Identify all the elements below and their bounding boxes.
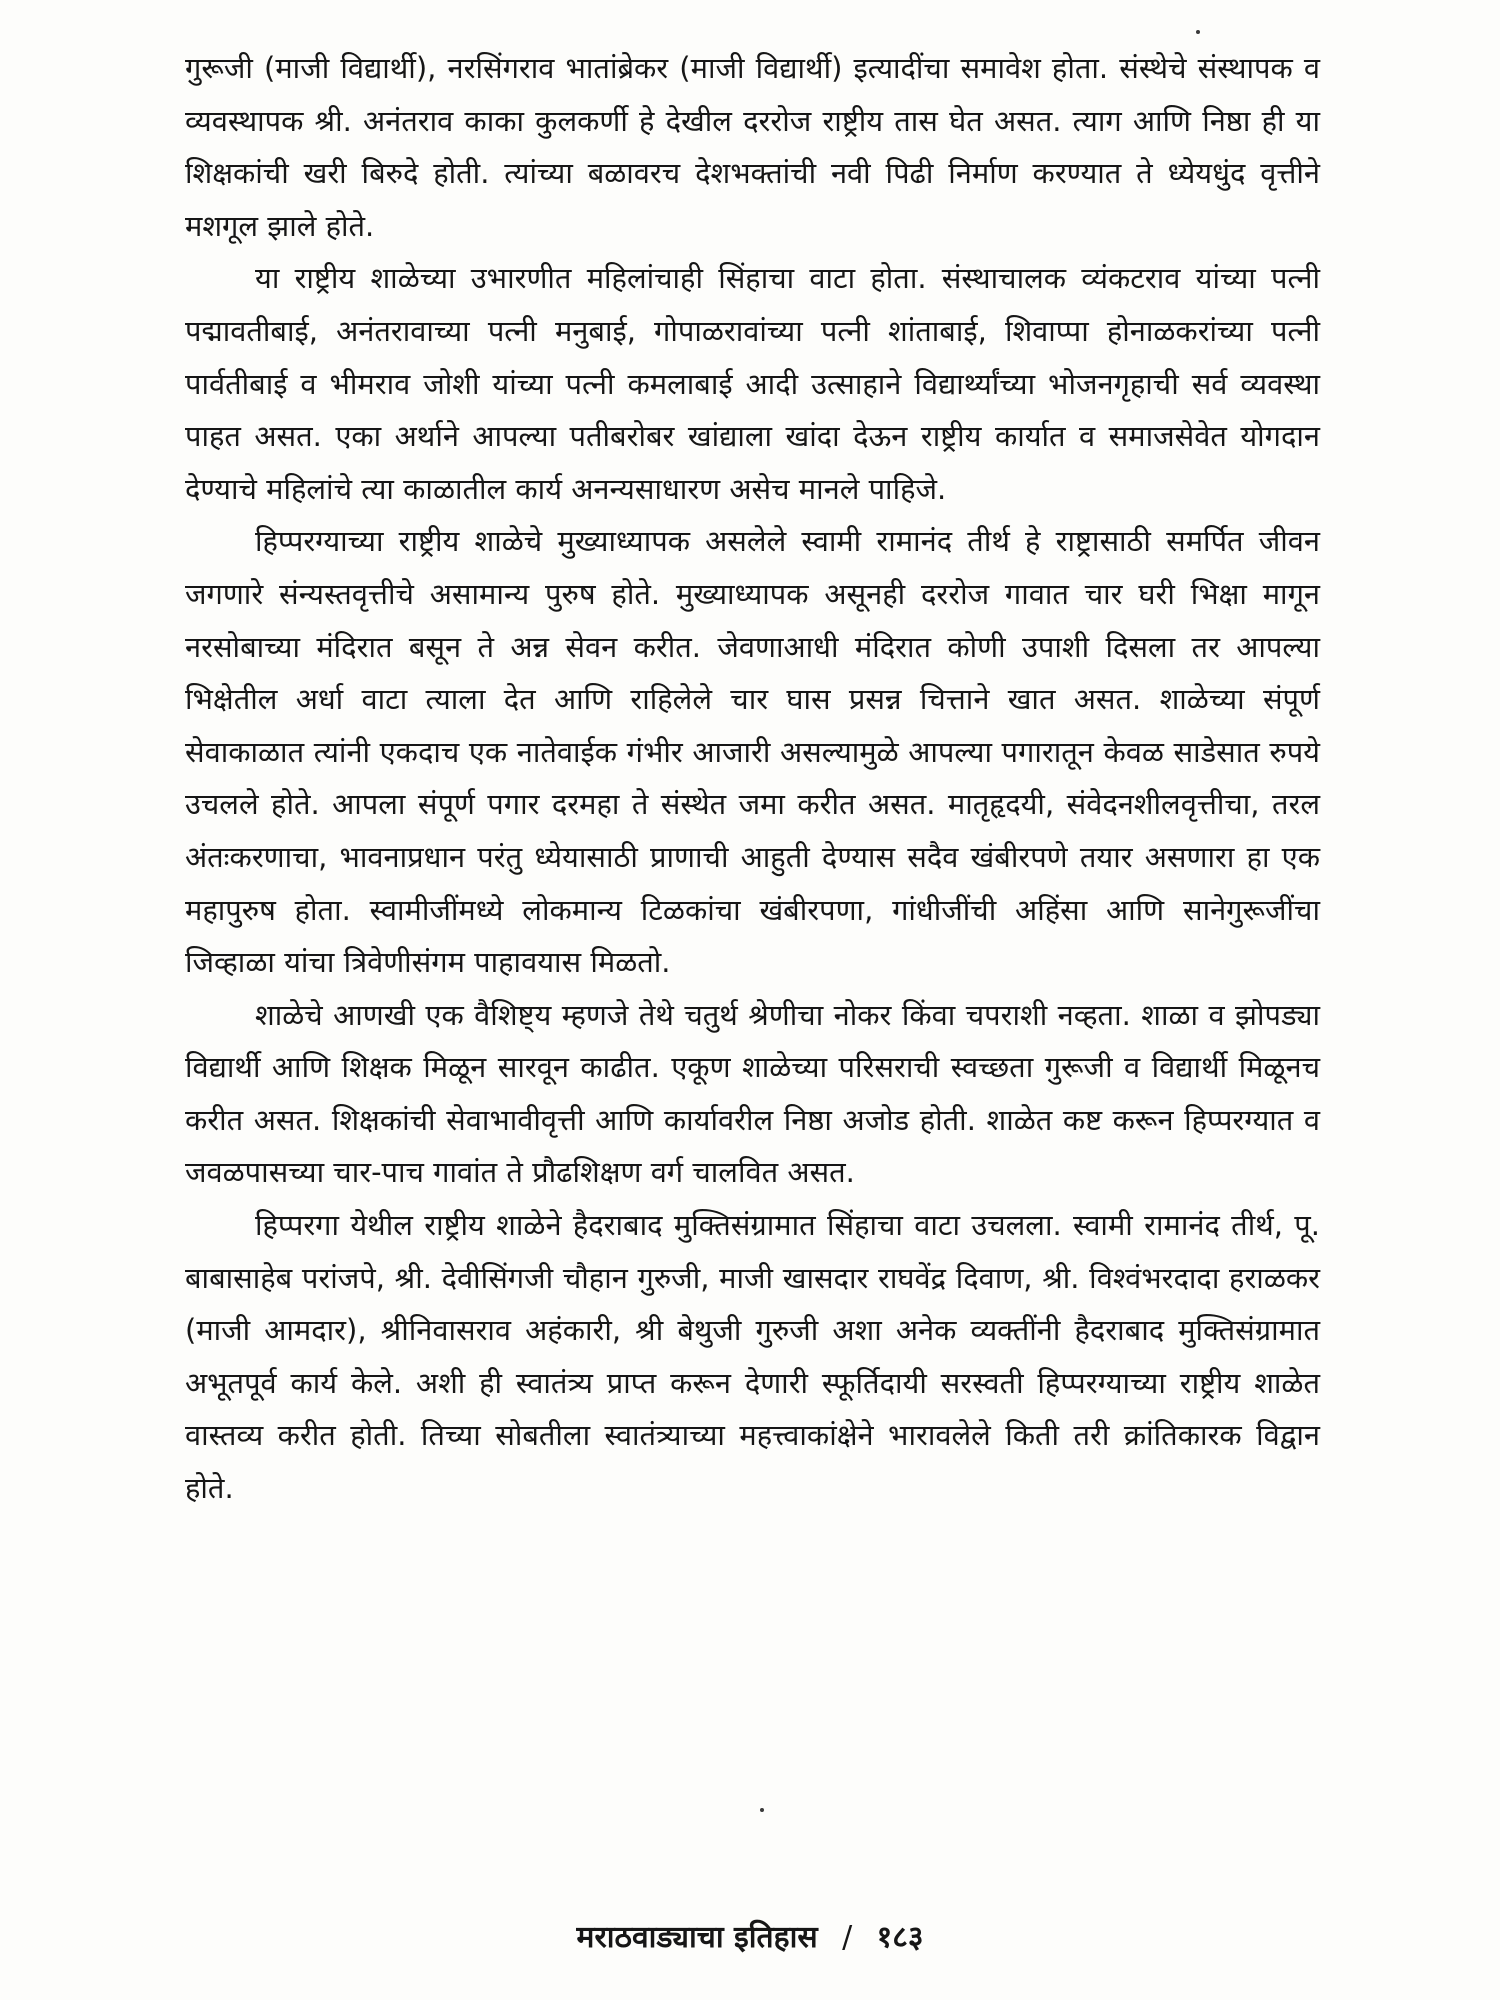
page-footer [0, 1915, 1500, 1956]
paragraph: गुरूजी (माजी विद्यार्थी), नरसिंगराव भातांब्रेकर (माजी विद्यार्थी) इत्यादींचा समावेश होता. संस्थेचे संस्थापक व व्यवस्थापक श्री. अनंतराव काका कुलकर्णी हे देखील दररोज राष्ट्रीय तास घेत असत. त्याग आणि निष्ठा ही या शिक्षकांची खरी बिरुदे होती. त्यांच्या बळावरच देशभक्तांची नवी पिढी निर्माण करण्यात ते ध्येयधुंद वृत्तीने मशगूल झाले होते. [185, 51, 1320, 243]
footer-separator: / [842, 1920, 853, 1955]
scan-speck [760, 1808, 764, 1812]
page-number: १८३ [876, 1920, 924, 1955]
paragraph: या राष्ट्रीय शाळेच्या उभारणीत महिलांचाही सिंहाचा वाटा होता. संस्थाचालक व्यंकटराव यांच्या पत्नी पद्मावतीबाई, अनंतरावाच्या पत्नी मनुबाई, गोपाळरावांच्या पत्नी शांताबाई, शिवाप्पा होनाळकरांच्या पत्नी पार्वतीबाई व भीमराव जोशी यांच्या पत्नी कमलाबाई आदी उत्साहाने विद्यार्थ्यांच्या भोजनगृहाची सर्व व्यवस्था पाहत असत. एका अर्थाने आपल्या पतीबरोबर खांद्याला खांदा देऊन राष्ट्रीय कार्यात व समाजसेवेत योगदान देण्याचे महिलांचे त्या काळातील कार्य अनन्यसाधारण असेच मानले पाहिजे. [185, 261, 1320, 506]
paragraph: हिप्परगा येथील राष्ट्रीय शाळेने हैदराबाद मुक्तिसंग्रामात सिंहाचा वाटा उचलला. स्वामी रामानंद तीर्थ, पू. बाबासाहेब परांजपे, श्री. देवीसिंगजी चौहान गुरुजी, माजी खासदार राघवेंद्र दिवाण, श्री. विश्वंभरदादा हराळकर (माजी आमदार), श्रीनिवासराव अहंकारी, श्री बेथुजी गुरुजी अशा अनेक व्यक्तींनी हैदराबाद मुक्तिसंग्रामात अभूतपूर्व कार्य केले. अशी ही स्वातंत्र्य प्राप्त करून देणारी स्फूर्तिदायी सरस्वती हिप्परग्याच्या राष्ट्रीय शाळेत वास्तव्य करीत होती. तिच्या सोबतीला स्वातंत्र्याच्या महत्त्वाकांक्षेने भारावलेले किती तरी क्रांतिकारक विद्वान होते. [185, 1208, 1320, 1506]
paragraph: हिप्परग्याच्या राष्ट्रीय शाळेचे मुख्याध्यापक असलेले स्वामी रामानंद तीर्थ हे राष्ट्रासाठी समर्पित जीवन जगणारे संन्यस्तवृत्तीचे असामान्य पुरुष होते. मुख्याध्यापक असूनही दररोज गावात चार घरी भिक्षा मागून नरसोबाच्या मंदिरात बसून ते अन्न सेवन करीत. जेवणाआधी मंदिरात कोणी उपाशी दिसला तर आपल्या भिक्षेतील अर्धा वाटा त्याला देत आणि राहिलेले चार घास प्रसन्न चित्ताने खात असत. शाळेच्या संपूर्ण सेवाकाळात त्यांनी एकदाच एक नातेवाईक गंभीर आजारी असल्यामुळे आपल्या पगारातून केवळ साडेसात रुपये उचलले होते. आपला संपूर्ण पगार दरमहा ते संस्थेत जमा करीत असत. मातृहृदयी, संवेदनशीलवृत्तीचा, तरल अंतःकरणाचा, भावनाप्रधान परंतु ध्येयासाठी प्राणाची आहुती देण्यास सदैव खंबीरपणे तयार असणारा हा एक महापुरुष होता. स्वामीजींमध्ये लोकमान्य टिळकांचा खंबीरपणा, गांधीजींची अहिंसा आणि सानेगुरूजींचा जिव्हाळा यांचा त्रिवेणीसंगम पाहावयास मिळतो. [185, 524, 1320, 980]
book-title: मराठवाड्याचा इतिहास [576, 1920, 818, 1955]
scan-speck [1196, 30, 1200, 34]
paragraph: शाळेचे आणखी एक वैशिष्ट्य म्हणजे तेथे चतुर्थ श्रेणीचा नोकर किंवा चपराशी नव्हता. शाळा व झोपड्या विद्यार्थी आणि शिक्षक मिळून सारवून काढीत. एकूण शाळेच्या परिसराची स्वच्छता गुरूजी व विद्यार्थी मिळूनच करीत असत. शिक्षकांची सेवाभावीवृत्ती आणि कार्यावरील निष्ठा अजोड होती. शाळेत कष्ट करून हिप्परग्यात व जवळपासच्या चार-पाच गावांत ते प्रौढशिक्षण वर्ग चालवित असत. [185, 997, 1320, 1190]
body-text [185, 42, 1320, 1515]
